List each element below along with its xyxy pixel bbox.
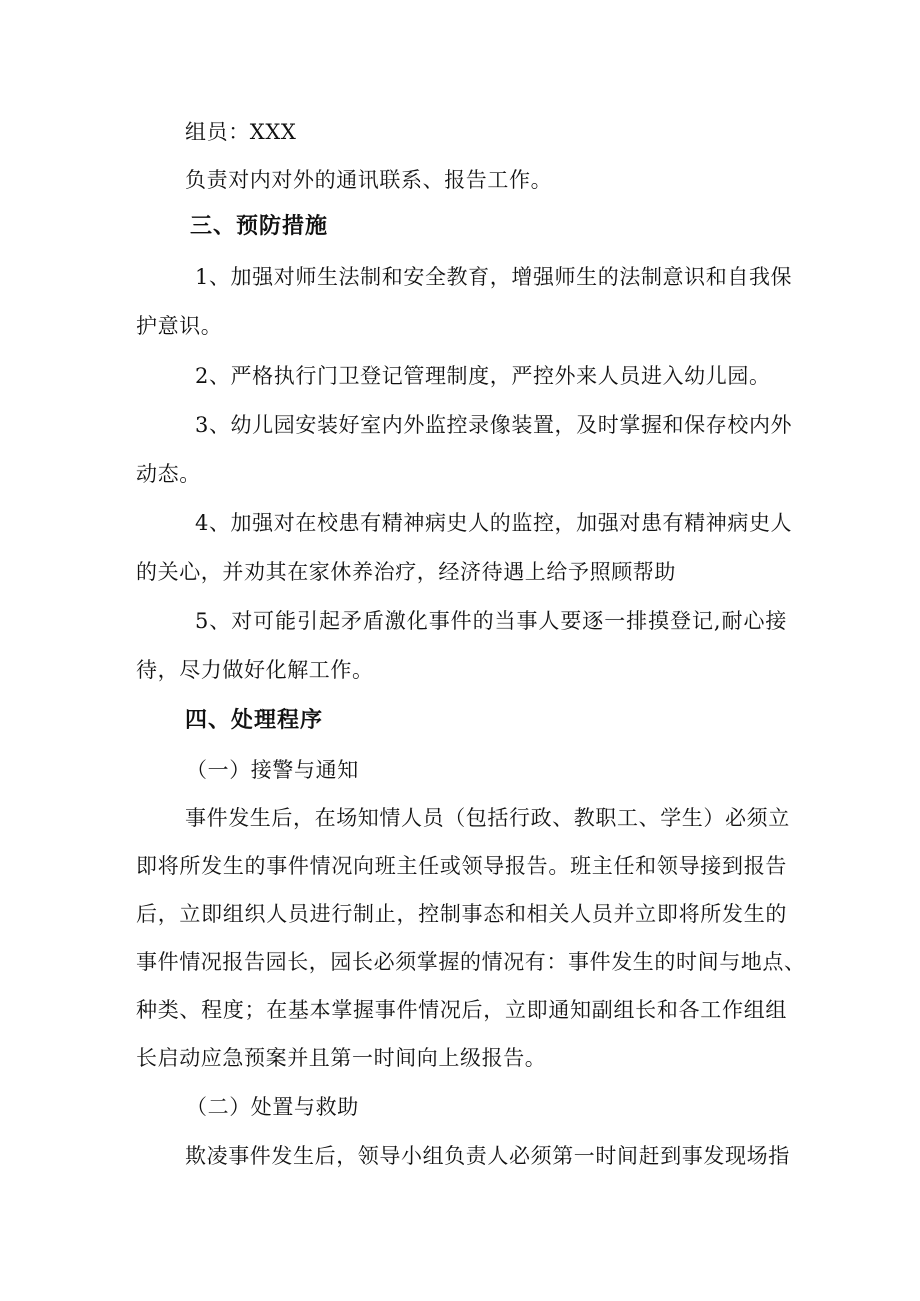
sub-2-heading: （二）处置与救助 (186, 1095, 359, 1119)
member-line: 组员：XXX (185, 120, 297, 144)
item-4-line-1: 4、加强对在校患有精神病史人的监控，加强对患有精神病史人 (195, 511, 793, 535)
item-3-line-1: 3、幼儿园安装好室内外监控录像装置，及时掌握和保存校内外 (195, 413, 793, 437)
item-3-line-2: 动态。 (136, 462, 201, 486)
sub-1-para-line-2: 即将所发生的事件情况向班主任或领导报告。班主任和领导接到报告 (136, 854, 787, 878)
item-1-line-2: 护意识。 (136, 314, 223, 338)
sub-1-para-line-3: 后，立即组织人员进行制止，控制事态和相关人员并立即将所发生的 (136, 902, 787, 926)
item-2-line-1: 2、严格执行门卫登记管理制度，严控外来人员进入幼儿园。 (195, 364, 771, 388)
comm-duty-line: 负责对内对外的通讯联系、报告工作。 (185, 168, 553, 192)
item-1-line-1: 1、加强对师生法制和安全教育，增强师生的法制意识和自我保 (195, 265, 793, 289)
section-4-heading: 四、处理程序 (185, 708, 324, 733)
sub-2-para-line-1: 欺凌事件发生后，领导小组负责人必须第一时间赶到事发现场指 (185, 1144, 790, 1168)
section-3-heading: 三、预防措施 (190, 214, 329, 239)
sub-1-para-line-5: 种类、程度；在基本掌握事件情况后，立即通知副组长和各工作组组 (136, 998, 787, 1022)
item-5-line-2: 待，尽力做好化解工作。 (136, 658, 374, 682)
item-4-line-2: 的关心，并劝其在家休养治疗，经济待遇上给予照顾帮助 (136, 560, 676, 584)
sub-1-para-line-6: 长启动应急预案并且第一时间向上级报告。 (136, 1046, 547, 1070)
item-5-line-1: 5、对可能引起矛盾激化事件的当事人要逐一排摸登记,耐心接 (195, 609, 787, 633)
sub-1-heading: （一）接警与通知 (186, 758, 359, 782)
sub-1-para-line-1: 事件发生后，在场知情人员（包括行政、教职工、学生）必须立 (185, 806, 790, 830)
sub-1-para-line-4: 事件情况报告园长，园长必须掌握的情况有：事件发生的时间与地点、 (136, 950, 806, 974)
